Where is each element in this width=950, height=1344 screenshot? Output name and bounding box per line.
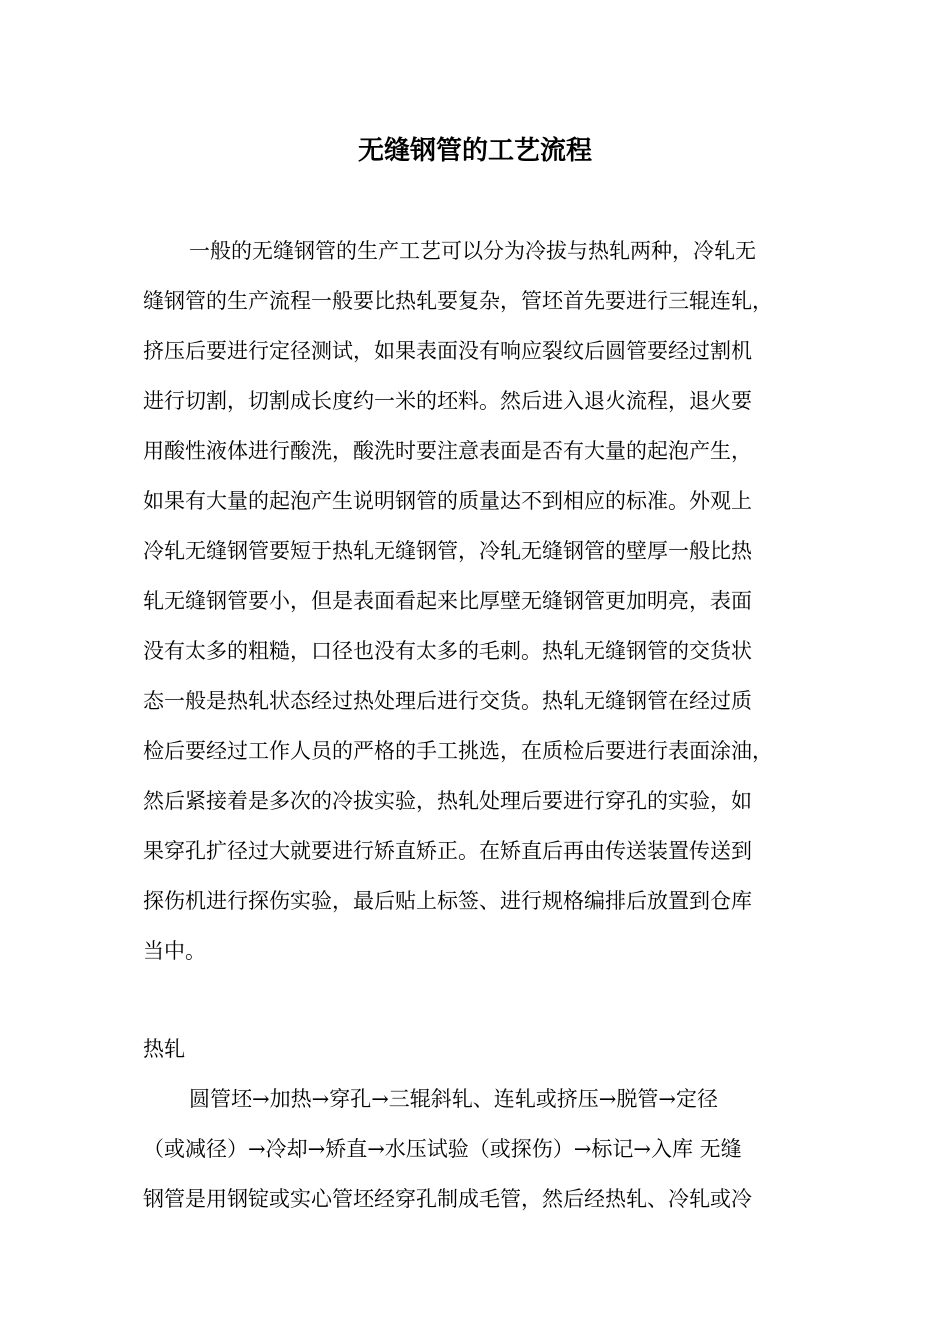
text-line: 轧无缝钢管要小，但是表面看起来比厚壁无缝钢管更加明亮，表面	[143, 589, 752, 613]
section-heading-hot-rolling: 热轧	[143, 1037, 185, 1061]
text-line: 检后要经过工作人员的严格的手工挑选，在质检后要进行表面涂油，	[143, 739, 773, 763]
paragraph-production-process	[143, 226, 811, 976]
text-line: 挤压后要进行定径测试，如果表面没有响应裂纹后圆管要经过割机	[143, 339, 752, 363]
text-line: 一般的无缝钢管的生产工艺可以分为冷拔与热轧两种，冷轧无	[189, 239, 756, 263]
text-line: 探伤机进行探伤实验，最后贴上标签、进行规格编排后放置到仓库	[143, 889, 752, 913]
text-line: 钢管是用钢锭或实心管坯经穿孔制成毛管，然后经热轧、冷轧或冷	[143, 1187, 752, 1211]
text-line: （或减径）→冷却→矫直→水压试验（或探伤）→标记→入库 无缝	[143, 1137, 742, 1161]
document-title: 无缝钢管的工艺流程	[357, 136, 592, 166]
text-line: 然后紧接着是多次的冷拔实验，热轧处理后要进行穿孔的实验，如	[143, 789, 752, 813]
text-line: 没有太多的粗糙，口径也没有太多的毛刺。热轧无缝钢管的交货状	[143, 639, 752, 663]
text-line: 进行切割，切割成长度约一米的坯料。然后进入退火流程，退火要	[143, 389, 752, 413]
text-line: 缝钢管的生产流程一般要比热轧要复杂，管坯首先要进行三辊连轧，	[143, 289, 773, 313]
text-line: 果穿孔扩径过大就要进行矫直矫正。在矫直后再由传送装置传送到	[143, 839, 752, 863]
text-line: 态一般是热轧状态经过热处理后进行交货。热轧无缝钢管在经过质	[143, 689, 752, 713]
text-line: 用酸性液体进行酸洗，酸洗时要注意表面是否有大量的起泡产生，	[143, 439, 752, 463]
paragraph-hot-rolling-flow	[143, 1074, 811, 1224]
text-line: 如果有大量的起泡产生说明钢管的质量达不到相应的标准。外观上	[143, 489, 752, 513]
text-line: 圆管坯→加热→穿孔→三辊斜轧、连轧或挤压→脱管→定径	[189, 1087, 718, 1111]
text-line: 冷轧无缝钢管要短于热轧无缝钢管，冷轧无缝钢管的壁厚一般比热	[143, 539, 752, 563]
text-line: 当中。	[143, 939, 206, 963]
